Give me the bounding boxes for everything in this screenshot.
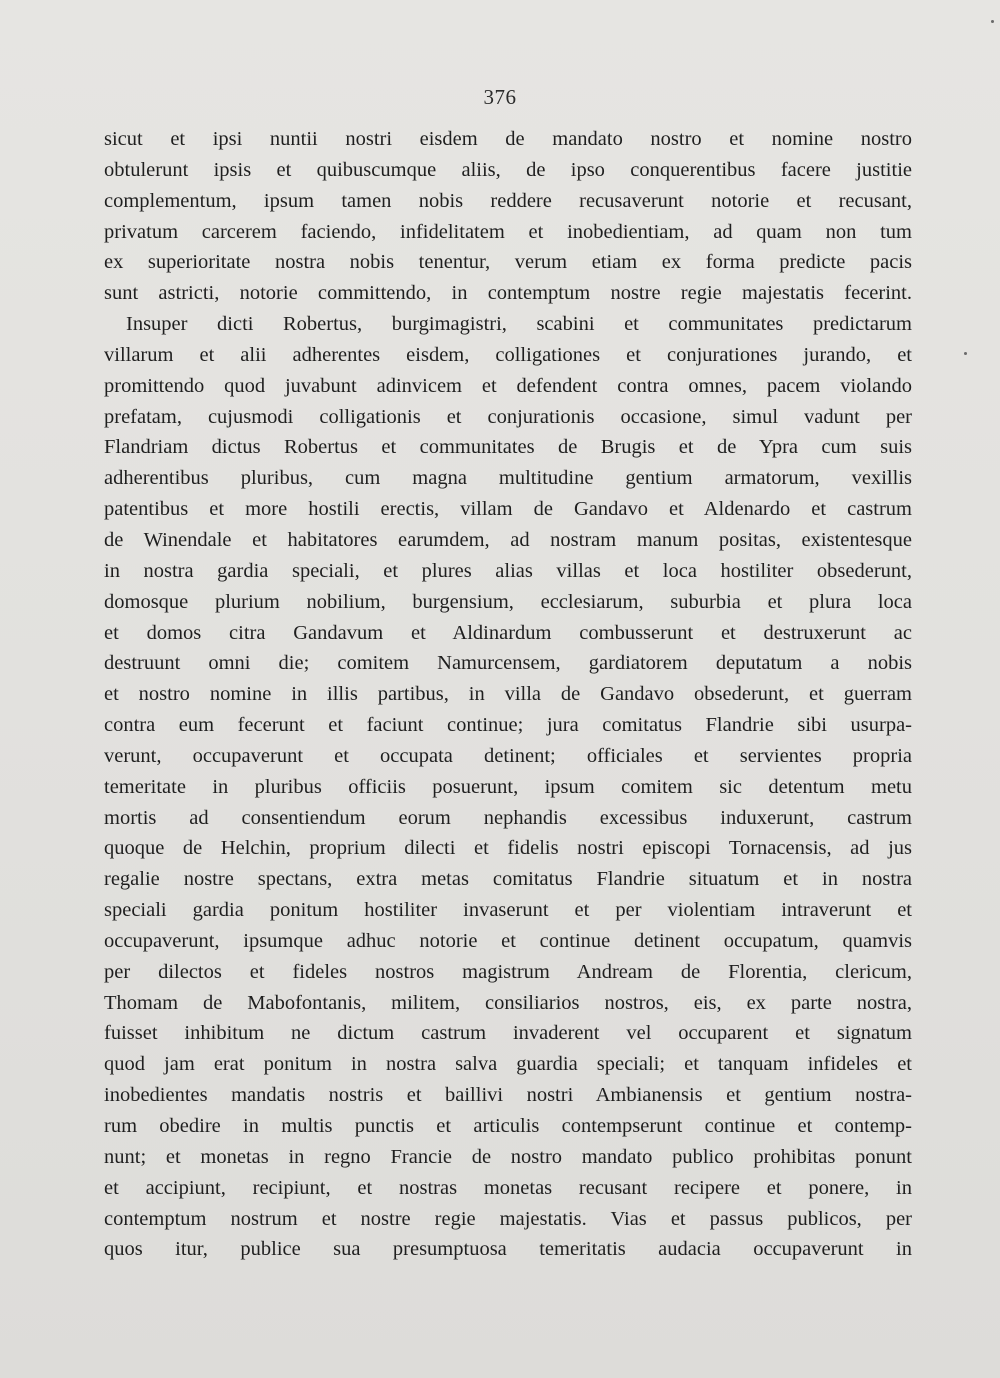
- text-line: contemptum nostrum et nostre regie majestatis. Vias et passus publicos, per: [104, 1207, 912, 1230]
- text-line: et domos citra Gandavum et Aldinardum combusserunt et destruxerunt ac: [104, 621, 912, 644]
- text-line: obtulerunt ipsis et quibuscumque aliis, de ipso conquerentibus facere justitie: [104, 158, 912, 181]
- text-line: quos itur, publice sua presumptuosa temeritatis audacia occupaverunt in: [104, 1238, 912, 1261]
- page-number: 376: [483, 85, 517, 109]
- text-line: privatum carcerem faciendo, infidelitatem et inobedientiam, ad quam non tum: [104, 220, 912, 243]
- body-text: [104, 124, 912, 1265]
- text-line: domosque plurium nobilium, burgensium, ecclesiarum, suburbia et plura loca: [104, 590, 912, 613]
- text-line: speciali gardia ponitum hostiliter invaserunt et per violentiam intraverunt et: [104, 899, 912, 922]
- text-line: Flandriam dictus Robertus et communitates de Brugis et de Ypra cum suis: [104, 436, 912, 459]
- text-line: adherentibus pluribus, cum magna multitudine gentium armatorum, vexillis: [104, 467, 912, 490]
- text-line: regalie nostre spectans, extra metas comitatus Flandrie situatum et in nostra: [104, 868, 912, 891]
- text-line: de Winendale et habitatores earumdem, ad nostram manum positas, existentesque: [104, 528, 912, 551]
- text-line: Thomam de Mabofontanis, militem, consiliarios nostros, eis, ex parte nostra,: [104, 991, 912, 1014]
- text-line: et nostro nomine in illis partibus, in villa de Gandavo obsederunt, et guerram: [104, 683, 912, 706]
- text-line: patentibus et more hostili erectis, villam de Gandavo et Aldenardo et castrum: [104, 498, 912, 521]
- text-line: destruunt omni die; comitem Namurcensem, gardiatorem deputatum a nobis: [104, 652, 912, 675]
- edge-speck: [991, 20, 994, 23]
- text-line: complementum, ipsum tamen nobis reddere recusaverunt notorie et recusant,: [104, 189, 912, 212]
- text-line: et accipiunt, recipiunt, et nostras monetas recusant recipere et ponere, in: [104, 1176, 912, 1199]
- text-line: quoque de Helchin, proprium dilecti et fidelis nostri episcopi Tornacensis, ad jus: [104, 837, 912, 860]
- text-line: nunt; et monetas in regno Francie de nostro mandato publico prohibitas ponunt: [104, 1145, 912, 1168]
- text-line: temeritate in pluribus officiis posuerunt, ipsum comitem sic detentum metu: [104, 775, 912, 798]
- text-line: prefatam, cujusmodi colligationis et conjurationis occasione, simul vadunt per: [104, 405, 912, 428]
- text-line: per dilectos et fideles nostros magistrum Andream de Florentia, clericum,: [104, 960, 912, 983]
- text-line: in nostra gardia speciali, et plures alias villas et loca hostiliter obsederunt,: [104, 559, 912, 582]
- text-line: promittendo quod juvabunt adinvicem et defendent contra omnes, pacem violando: [104, 374, 912, 397]
- text-line: ex superioritate nostra nobis tenentur, verum etiam ex forma predicte pacis: [104, 251, 912, 274]
- text-line: quod jam erat ponitum in nostra salva guardia speciali; et tanquam infideles et: [104, 1053, 912, 1076]
- text-line: verunt, occupaverunt et occupata detinent; officiales et servientes propria: [104, 744, 912, 767]
- text-line: sunt astricti, notorie committendo, in contemptum nostre regie majestatis fecerint.: [104, 282, 912, 305]
- text-line: rum obedire in multis punctis et articulis contempserunt continue et contemp-: [104, 1115, 912, 1137]
- text-line: mortis ad consentiendum eorum nephandis excessibus induxerunt, castrum: [104, 806, 912, 829]
- text-line: fuisset inhibitum ne dictum castrum invaderent vel occuparent et signatum: [104, 1022, 912, 1045]
- text-line: occupaverunt, ipsumque adhuc notorie et continue detinent occupatum, quamvis: [104, 929, 912, 952]
- text-line: sicut et ipsi nuntii nostri eisdem de mandato nostro et nomine nostro: [104, 128, 912, 150]
- text-line: villarum et alii adherentes eisdem, colligationes et conjurationes jurando, et: [104, 343, 912, 366]
- text-line: inobedientes mandatis nostris et baillivi nostri Ambianensis et gentium nostra-: [104, 1084, 912, 1107]
- text-line: contra eum fecerunt et faciunt continue; jura comitatus Flandrie sibi usurpa-: [104, 714, 912, 737]
- paragraph-start-line: Insuper dicti Robertus, burgimagistri, scabini et communitates predictarum: [126, 313, 912, 336]
- edge-speck: [964, 352, 967, 355]
